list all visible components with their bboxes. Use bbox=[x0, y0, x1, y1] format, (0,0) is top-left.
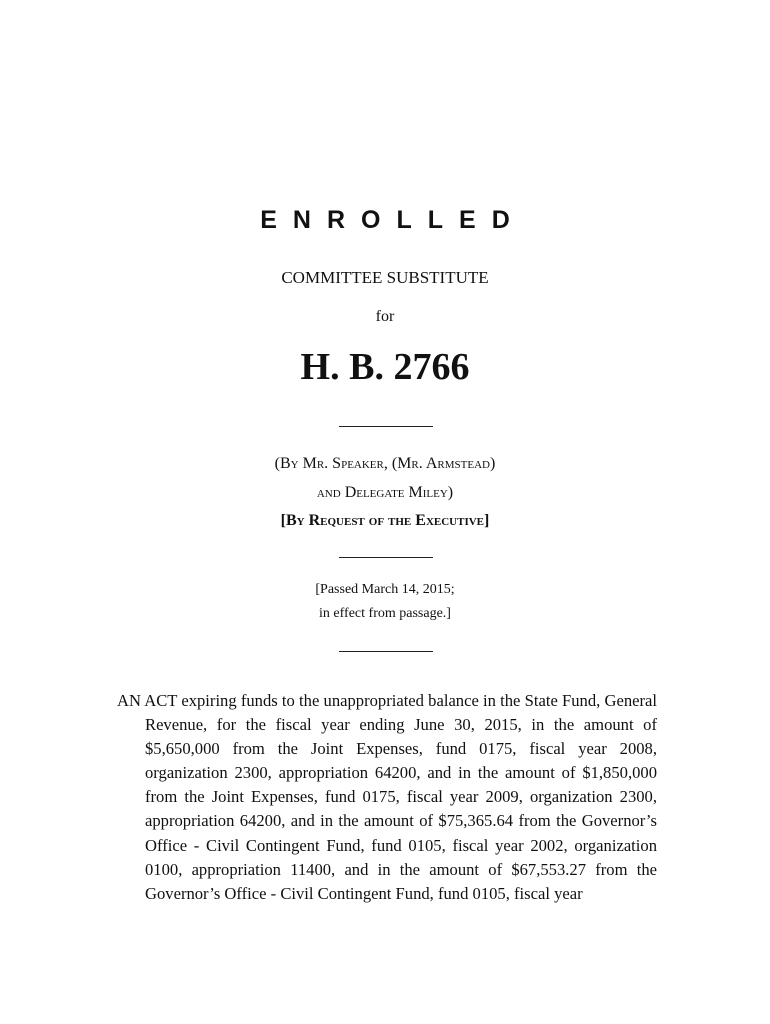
passed-date-line: [Passed March 14, 2015; bbox=[315, 582, 455, 597]
sponsor-line-1: (By Mr. Speaker, (Mr. Armstead) bbox=[274, 455, 496, 472]
effective-line: in effect from passage.] bbox=[319, 606, 451, 621]
divider-rule bbox=[339, 651, 433, 652]
divider-rule bbox=[339, 426, 433, 427]
sponsor-request-line: [By Request of the Executive] bbox=[280, 512, 490, 529]
divider-rule bbox=[339, 557, 433, 558]
enrolled-heading: ENROLLED bbox=[260, 206, 526, 234]
bill-number: H. B. 2766 bbox=[300, 346, 470, 388]
for-label: for bbox=[375, 308, 395, 325]
committee-substitute-label: COMMITTEE SUBSTITUTE bbox=[281, 268, 489, 287]
sponsor-line-2: and Delegate Miley) bbox=[316, 484, 454, 501]
act-title-paragraph: AN ACT expiring funds to the unappropriated balance in the State Fund, General Revenue, for the fiscal year ending June 30, 2015, in the amount of $5,650,000 from the Joint Expenses, fund 0175, fiscal year 2008, organization 2300, appropriation 64200, and in the amount of $1,850,000 from the Joint Expenses, fund 0175, fiscal year 2009, organization 2300, appropriation 64200, and in the amount of $75,365.64 from the Governor’s Office - Civil Contingent Fund, fund 0105, fiscal year 2002, organization 0100, appropriation 11400, and in the amount of $67,553.27 from the Governor’s Office - Civil Contingent Fund, fund 0105, fiscal year bbox=[117, 691, 657, 903]
